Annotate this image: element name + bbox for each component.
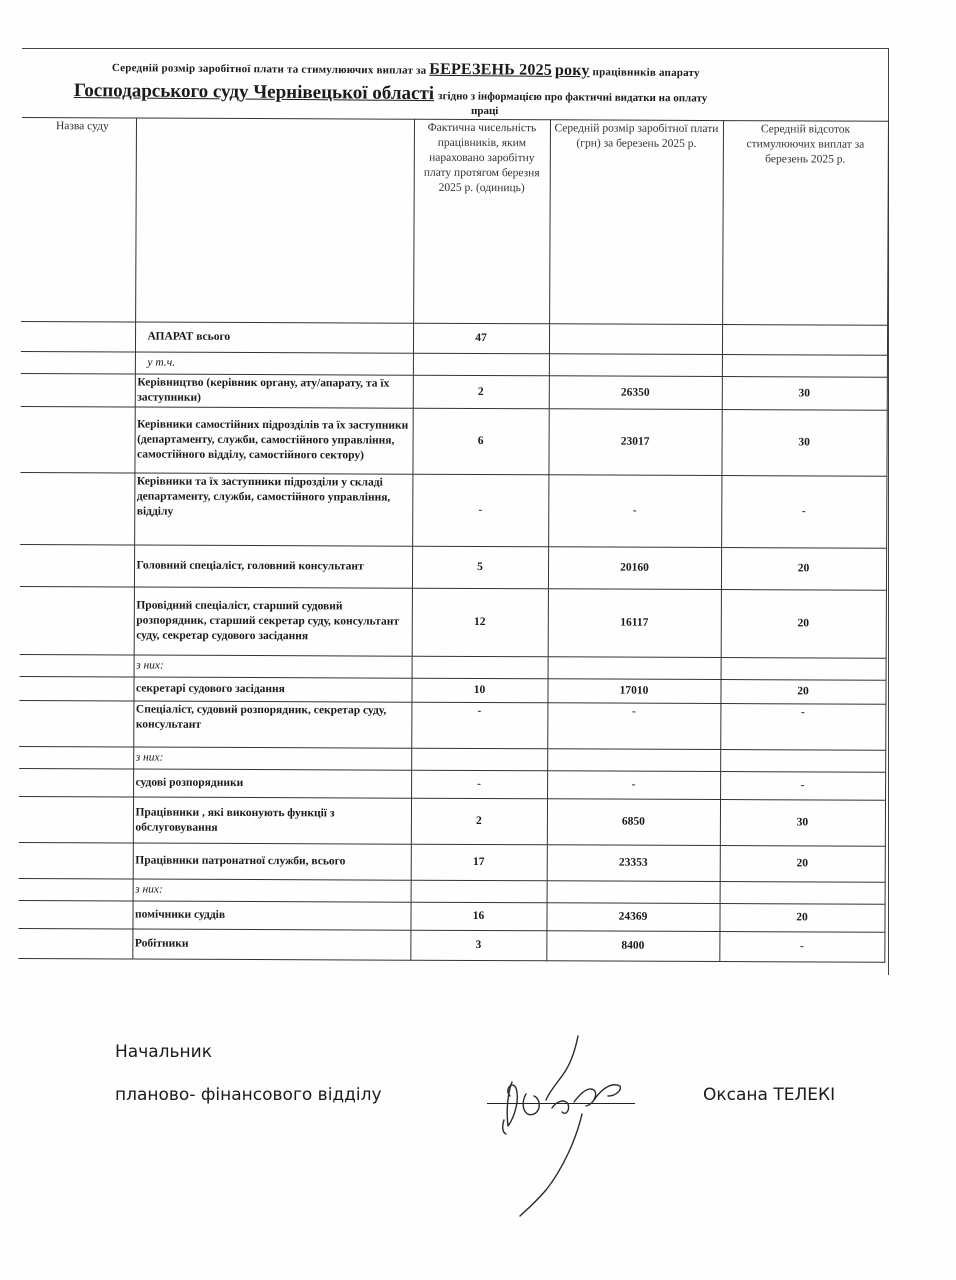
table-row (18, 900, 884, 932)
row-pct: 30 (721, 410, 886, 477)
row-salary: - (548, 475, 721, 548)
row-label: АПАРАТ всього (135, 322, 413, 353)
row-label: Спеціаліст, судовий розпорядник, секретар суду, консультант (133, 701, 411, 748)
row-count: 3 (410, 930, 546, 961)
signer-position-line-1: Начальник (115, 1042, 212, 1062)
salary-table (18, 117, 888, 963)
table-row (18, 928, 884, 962)
row-salary: 23017 (548, 409, 721, 476)
signer-position-line-2: планово- фінансового відділу (115, 1085, 382, 1105)
table-row (19, 768, 885, 800)
table-row (19, 842, 885, 882)
row-label: Керівники та їх заступники підрозділи у складі департаменту, служби, самостійного управління, відділу (134, 473, 412, 546)
row-label: у т.ч. (135, 352, 413, 375)
row-count: 17 (411, 844, 547, 881)
row-salary (549, 324, 722, 355)
row-label: Головний спеціаліст, головний консультант (134, 545, 412, 588)
row-count: - (411, 702, 547, 749)
header-stimulus-pct: Середній відсоток стимулюючих виплат за березень 2025 р. (722, 121, 888, 326)
row-pct: 20 (721, 590, 886, 659)
signer-name: Оксана ТЕЛЕКІ (703, 1085, 836, 1105)
row-pct: - (721, 476, 886, 549)
row-count: 2 (413, 375, 549, 409)
title-line-2-suffix: згідно з інформацією про фактичні видатки на оплату (438, 90, 708, 105)
row-count: 16 (410, 902, 546, 931)
row-salary: 16117 (548, 589, 721, 658)
title-month: БЕРЕЗЕНЬ 2025 (429, 60, 553, 79)
table-row (21, 373, 887, 410)
row-pct: 30 (720, 800, 885, 847)
row-salary: 23353 (547, 845, 720, 882)
row-count: 10 (411, 678, 547, 703)
title-suffix: працівників апарату (592, 66, 700, 80)
row-label: з них: (133, 879, 411, 902)
row-count: 12 (412, 588, 548, 657)
row-count: 2 (411, 798, 547, 845)
row-pct: 20 (720, 846, 885, 883)
row-pct: 20 (721, 548, 886, 591)
row-label: помічники суддів (132, 901, 410, 930)
row-label: Робітники (132, 929, 410, 960)
title-prefix: Середній розмір заробітної плати та стимулюючих виплат за (111, 61, 427, 77)
row-pct: - (720, 772, 885, 801)
row-pct: - (720, 704, 885, 751)
header-court-name: Назва суду (21, 117, 136, 321)
row-count: 5 (412, 546, 548, 589)
row-salary: 24369 (546, 903, 719, 932)
row-salary: 17010 (547, 679, 720, 704)
row-pct: 30 (722, 377, 887, 411)
row-salary: 6850 (547, 799, 720, 846)
table-row (20, 472, 886, 548)
row-count: - (411, 770, 547, 799)
table-row (20, 586, 886, 658)
row-label: Провідний спеціаліст, старший судовий розпорядник, старший секретар суду, консультант суду, секретар судового засідання (134, 587, 412, 656)
title-line-3: праці (471, 105, 499, 117)
table-row (20, 544, 886, 590)
handwritten-signature (490, 1030, 640, 1220)
row-label: Працівники патронатної служби, всього (133, 843, 411, 880)
row-count: - (412, 474, 548, 547)
row-count: 6 (412, 408, 548, 475)
header-count: Фактична чисельність працівників, яким нараховано заробітну плату протягом березня 2025 р. (одиниць) (413, 119, 550, 324)
row-pct: 20 (720, 680, 885, 705)
header-empty (135, 118, 414, 323)
row-count: 47 (413, 323, 549, 354)
row-label: Керівництво (керівник органу, ату/апарату, та їх заступники) (135, 374, 413, 408)
row-label: з них: (134, 655, 412, 678)
row-salary: 20160 (548, 547, 721, 590)
row-salary: 8400 (546, 931, 719, 962)
table-row (19, 700, 885, 750)
row-pct: 20 (719, 904, 884, 933)
row-label: судові розпорядники (133, 769, 411, 798)
row-salary: - (547, 771, 720, 800)
table-row (20, 406, 886, 476)
row-label: з них: (133, 747, 411, 770)
table-row (21, 321, 887, 355)
row-label: секретарі судового засідання (133, 677, 411, 702)
title-year-word: року (554, 61, 590, 80)
row-label: Працівники , які виконують функції з обслуговування (133, 797, 411, 844)
header-salary: Середній розмір заробітної плати (грн) за березень 2025 р. (549, 120, 723, 325)
row-label: Керівники самостійних підрозділів та їх заступники (департаменту, служби, самостійного управління, самостійного відділу, самостійного сектору) (134, 407, 412, 474)
row-pct (722, 325, 887, 356)
table-row (19, 796, 885, 846)
row-pct: - (719, 932, 884, 963)
table-header-row (21, 117, 888, 325)
row-salary: - (547, 703, 720, 750)
row-salary: 26350 (549, 376, 722, 410)
court-name: Господарського суду Чернівецької області (73, 80, 435, 105)
